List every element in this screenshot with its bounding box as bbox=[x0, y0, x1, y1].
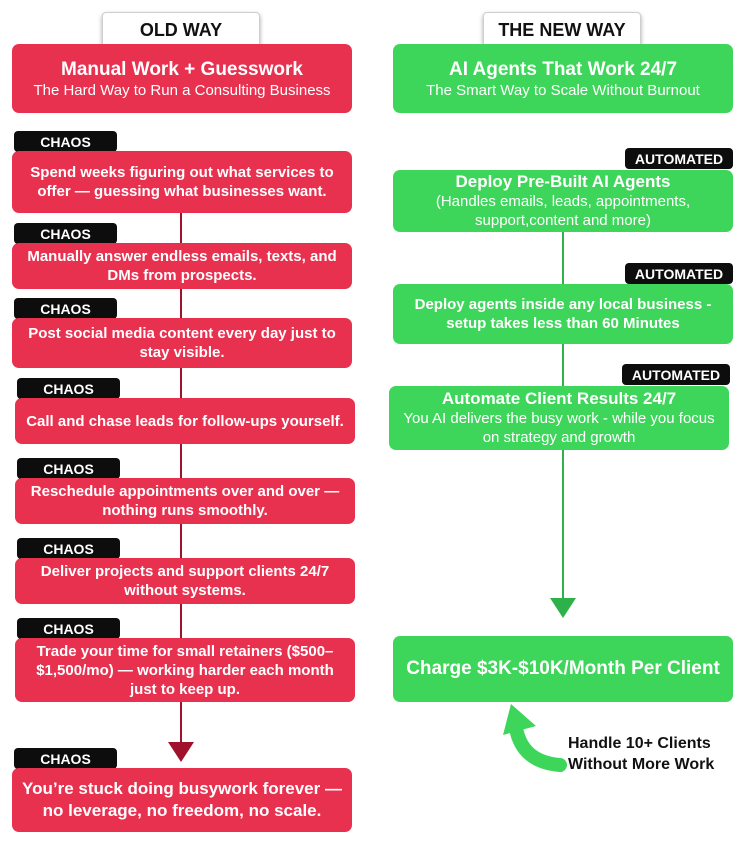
chaos-tag: CHAOS bbox=[17, 458, 120, 479]
new-way-title-box bbox=[393, 44, 733, 113]
new-way-step-title: Deploy agents inside any local business - setup takes less than 60 Minutes bbox=[414, 296, 712, 332]
new-way-step-subtitle: (Handles emails, leads, appointments, support,content and more) bbox=[435, 193, 691, 229]
curved-arrow-icon bbox=[503, 704, 560, 765]
old-way-result-text: You’re stuck doing busywork forever — no leverage, no freedom, no scale. bbox=[22, 779, 342, 820]
old-way-step bbox=[12, 151, 352, 213]
automated-tag: AUTOMATED bbox=[622, 364, 730, 385]
old-way-step bbox=[12, 318, 352, 368]
old-way-step-text: Post social media content every day just to stay visible. bbox=[28, 325, 336, 361]
chaos-tag: CHAOS bbox=[14, 131, 117, 152]
new-way-step bbox=[389, 386, 729, 450]
old-way-step bbox=[15, 478, 355, 524]
chaos-tag: CHAOS bbox=[14, 748, 117, 769]
old-way-step bbox=[15, 398, 355, 444]
old-way-step-text: Trade your time for small retainers ($500–$1,500/mo) — working harder each month just to keep up. bbox=[36, 642, 334, 698]
old-way-result-box bbox=[12, 768, 352, 832]
old-way-step-text: Call and chase leads for follow-ups yourself. bbox=[26, 412, 344, 430]
new-way-title: AI Agents That Work 24/7 bbox=[448, 58, 678, 80]
old-way-step-text: Spend weeks figuring out what services to offer — guessing what businesses want. bbox=[30, 164, 334, 200]
old-way-step bbox=[15, 638, 355, 702]
old-way-title-box bbox=[12, 44, 352, 113]
old-way-subtitle: The Hard Way to Run a Consulting Business bbox=[33, 81, 331, 99]
new-way-subtitle: The Smart Way to Scale Without Burnout bbox=[426, 81, 700, 99]
old-way-step bbox=[12, 243, 352, 289]
chaos-tag: CHAOS bbox=[17, 538, 120, 559]
old-way-step-text: Manually answer endless emails, texts, and DMs from prospects. bbox=[27, 248, 337, 284]
old-way-step bbox=[15, 558, 355, 604]
old-way-step-text: Reschedule appointments over and over — nothing runs smoothly. bbox=[30, 483, 340, 519]
new-way-step-subtitle: You AI delivers the busy work - while you focus on strategy and growth bbox=[403, 410, 715, 446]
old-way-header: OLD WAY bbox=[102, 12, 260, 48]
new-way-arrowhead bbox=[550, 598, 576, 618]
old-way-step-text: Deliver projects and support clients 24/7 without systems. bbox=[40, 563, 330, 599]
new-way-step-title: Deploy Pre-Built AI Agents bbox=[455, 172, 671, 191]
chaos-tag: CHAOS bbox=[14, 223, 117, 244]
new-way-step-title: Automate Client Results 24/7 bbox=[441, 389, 677, 408]
chaos-tag: CHAOS bbox=[17, 618, 120, 639]
new-way-step bbox=[393, 170, 733, 232]
automated-tag: AUTOMATED bbox=[625, 148, 733, 169]
chaos-tag: CHAOS bbox=[14, 298, 117, 319]
new-way-result-box bbox=[393, 636, 733, 702]
scale-note: Handle 10+ Clients Without More Work bbox=[568, 735, 715, 773]
new-way-step bbox=[393, 284, 733, 344]
automated-tag: AUTOMATED bbox=[625, 263, 733, 284]
old-way-title: Manual Work + Guesswork bbox=[61, 58, 303, 80]
new-way-header: THE NEW WAY bbox=[483, 12, 641, 48]
chaos-tag: CHAOS bbox=[17, 378, 120, 399]
old-way-arrowhead bbox=[168, 742, 194, 762]
new-way-result-text: Charge $3K-$10K/Month Per Client bbox=[406, 658, 720, 679]
